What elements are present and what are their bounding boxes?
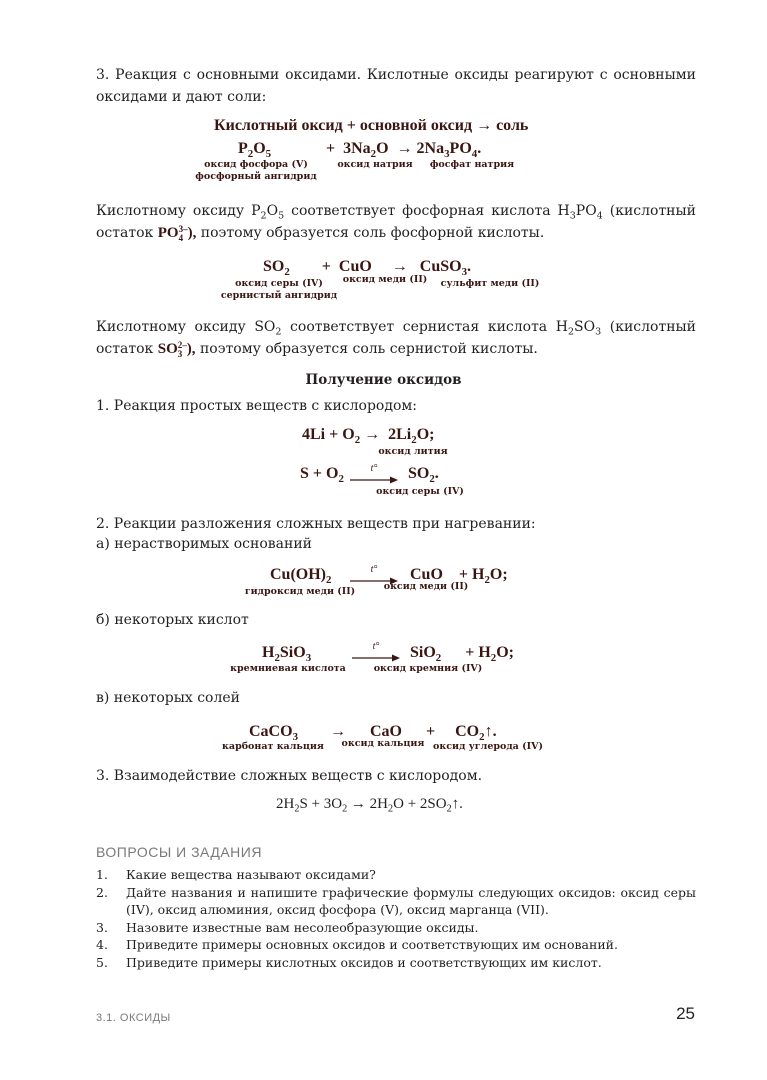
heat-arrow-1: t° — [350, 467, 398, 481]
label-cao: оксид кальция — [341, 738, 425, 749]
label-so2: оксид серы (IV) сернистый ангидрид — [220, 278, 338, 301]
formula-plus: + $3Na_2O \to 2Na_3PO_4$. — [326, 140, 482, 160]
heat-arrow-3: t° — [352, 645, 400, 659]
formula-p2o5: $P_2O_5$ — [238, 140, 272, 160]
formula-cuo-product: CuO + $H_2O$; — [410, 566, 508, 586]
questions-list — [96, 866, 696, 971]
heat-arrow-2: t° — [350, 568, 398, 582]
heading-obtaining-oxides: Получение оксидов — [305, 372, 462, 388]
question-item: 4. Приведите примеры основных оксидов и соответствующих им оснований. — [96, 937, 618, 952]
item-decomposition: 2. Реакции разложения сложных веществ при нагревании: — [96, 516, 536, 532]
formula-cuoh2: $Cu(OH)_2$ — [270, 566, 332, 586]
label-cuo-product: оксид меди (II) — [383, 581, 469, 592]
label-so2-product: оксид серы (IV) — [376, 486, 464, 497]
formula-so2-product: $SO_2$. — [408, 465, 439, 485]
label-p2o5: оксид фосфора (V) фосфорный ангидрид — [195, 159, 317, 182]
question-item: 5. Приведите примеры кислотных оксидов и соответствующих им кислот. — [96, 954, 602, 970]
formula-li2o: $4Li + O_2 \to 2Li_2O$; — [302, 426, 435, 446]
formula-h2s-combustion: $2H_2S + 3O_2 \to 2H_2O$ + $2SO_2↑$. — [276, 796, 463, 815]
page-number: 25 — [676, 1004, 695, 1023]
label-cuo: оксид меди (II) — [342, 274, 428, 285]
label-li2o: оксид лития — [378, 446, 448, 457]
label-na2o: оксид натрия — [337, 159, 413, 170]
formula-caco3: CaCO$_3$ → CaO + $CO_2↑$. — [249, 723, 497, 743]
formula-s-o2: $S + O_2$ — [300, 465, 344, 485]
question-item: 2. Дайте названия и напишите графические формулы следующих оксидов: оксид серы (IV), оксид алюминия, оксид фосфора (V), оксид марганца (VII). — [96, 884, 696, 917]
footer-section-title: 3.1. ОКСИДЫ — [96, 1012, 171, 1024]
scheme-acid-plus-basic-oxide: Кислотный оксид + основной оксид → соль — [214, 117, 529, 134]
question-item: 3. Назовите известные вам несолеобразующие оксиды. — [96, 919, 479, 935]
label-cuoh2: гидроксид меди (II) — [244, 586, 356, 597]
item-complex-with-oxygen: 3. Взаимодействие сложных веществ с кислородом. — [96, 768, 483, 784]
item-simple-substances: 1. Реакция простых веществ с кислородом: — [96, 398, 417, 414]
label-caco3: карбонат кальция — [222, 741, 324, 752]
formula-h2sio3: $H_2SiO_3$ — [262, 644, 312, 664]
paragraph-p2o5-acid: Кислотному оксиду $P_2O_5$ соответствует фосфорная кислота $H_3PO_4$ (кислотный остаток PO 3– 4 ), поэтому образуется соль фосфорной кислоты. — [96, 203, 696, 243]
paragraph-so2-acid: Кислотному оксиду $SO_2$ соответствует сернистая кислота $H_2SO_3$ (кислотный остаток SO 2– 3 ), поэтому образуется соль сернистой кислоты. — [96, 319, 696, 359]
paragraph-basic-oxides: 3. Реакция с основными оксидами. Кислотные оксиды реагируют с основными оксидами и дают соли: — [96, 67, 696, 105]
item-some-salts: в) некоторых солей — [96, 690, 240, 706]
label-co2: оксид углерода (IV) — [433, 741, 543, 752]
formula-so2-cuo: $SO_2$ + CuO → CuSO$_3$. — [263, 258, 472, 278]
label-cuso3: сульфит меди (II) — [440, 278, 540, 289]
label-h2sio3: кремниевая кислота — [230, 663, 346, 674]
item-insoluble-bases: а) нерастворимых оснований — [96, 536, 313, 552]
label-na3po4: фосфат натрия — [429, 159, 515, 170]
question-item: 1. Какие вещества называют оксидами? — [96, 867, 376, 882]
questions-heading: ВОПРОСЫ И ЗАДАНИЯ — [96, 844, 262, 860]
item-some-acids: б) некоторых кислот — [96, 612, 249, 628]
formula-sio2: SiO$_2$ + $H_2O$; — [410, 644, 515, 664]
label-sio2: оксид кремния (IV) — [373, 663, 483, 674]
